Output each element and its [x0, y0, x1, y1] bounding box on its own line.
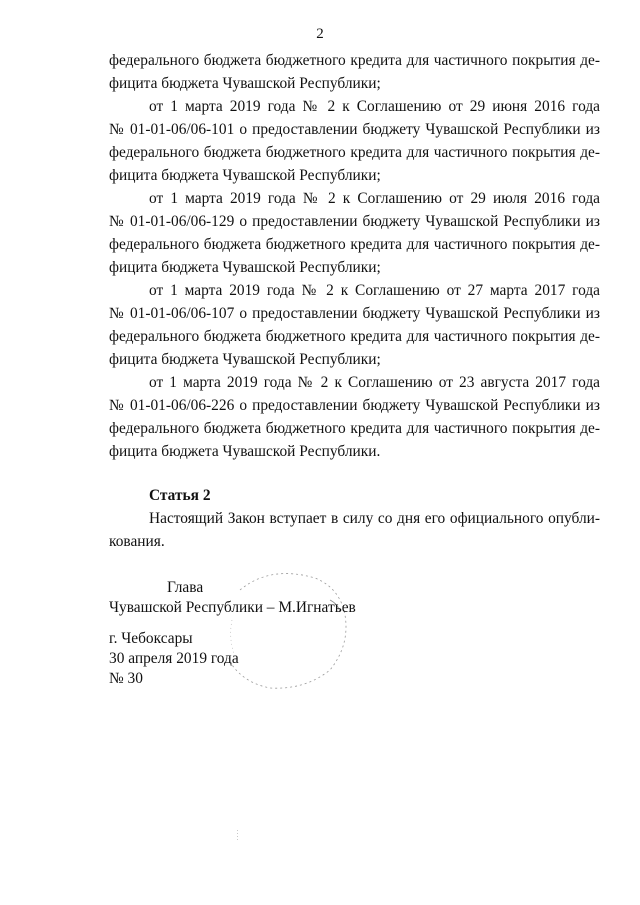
body-line: фицита бюджета Чувашской Республики; [109, 75, 381, 92]
signature-block [109, 578, 409, 618]
article-text: Настоящий Закон вступает в силу со дня его официального опубли- [149, 510, 600, 527]
body-line: федерального бюджета бюджетного кредита для частичного покрытия де- [109, 144, 600, 161]
place-date-block [109, 629, 239, 689]
body-line: федерального бюджета бюджетного кредита для частичного покрытия де- [109, 52, 600, 69]
body-line: № 01-01-06/06-129 о предоставлении бюджету Чувашской Республики из [109, 213, 600, 230]
body-line: фицита бюджета Чувашской Республики. [109, 443, 381, 460]
section-spacer [109, 463, 600, 484]
body-line: № 01-01-06/06-107 о предоставлении бюджету Чувашской Республики из [109, 305, 600, 322]
body-line: от 1 марта 2019 года № 2 к Соглашению от 29 июня 2016 года [149, 98, 600, 115]
body-line: фицита бюджета Чувашской Республики; [109, 351, 381, 368]
body-line: от 1 марта 2019 года № 2 к Соглашению от 27 марта 2017 года [149, 282, 600, 299]
law-number: № 30 [109, 670, 143, 687]
body-line: от 1 марта 2019 года № 2 к Соглашению от 29 июля 2016 года [149, 190, 600, 207]
law-date: 30 апреля 2019 года [109, 650, 239, 667]
body-line: № 01-01-06/06-226 о предоставлении бюджету Чувашской Республики из [109, 397, 600, 414]
body-line: фицита бюджета Чувашской Республики; [109, 167, 381, 184]
document-body [109, 49, 600, 553]
body-line: от 1 марта 2019 года № 2 к Соглашению от 23 августа 2017 года [149, 374, 600, 391]
scan-mark [236, 830, 239, 842]
article-text: кования. [109, 533, 165, 550]
page-number: 2 [316, 26, 324, 42]
body-line: федерального бюджета бюджетного кредита для частичного покрытия де- [109, 420, 600, 437]
body-line: федерального бюджета бюджетного кредита для частичного покрытия де- [109, 236, 600, 253]
body-line: фицита бюджета Чувашской Республики; [109, 259, 381, 276]
body-line: № 01-01-06/06-101 о предоставлении бюджету Чувашской Республики из [109, 121, 600, 138]
article-heading: Статья 2 [149, 487, 211, 504]
city: г. Чебоксары [109, 630, 193, 647]
body-line: федерального бюджета бюджетного кредита для частичного покрытия де- [109, 328, 600, 345]
signer-position: Глава [167, 579, 204, 596]
signer-name: Чувашской Республики – М.Игнатьев [109, 599, 356, 616]
